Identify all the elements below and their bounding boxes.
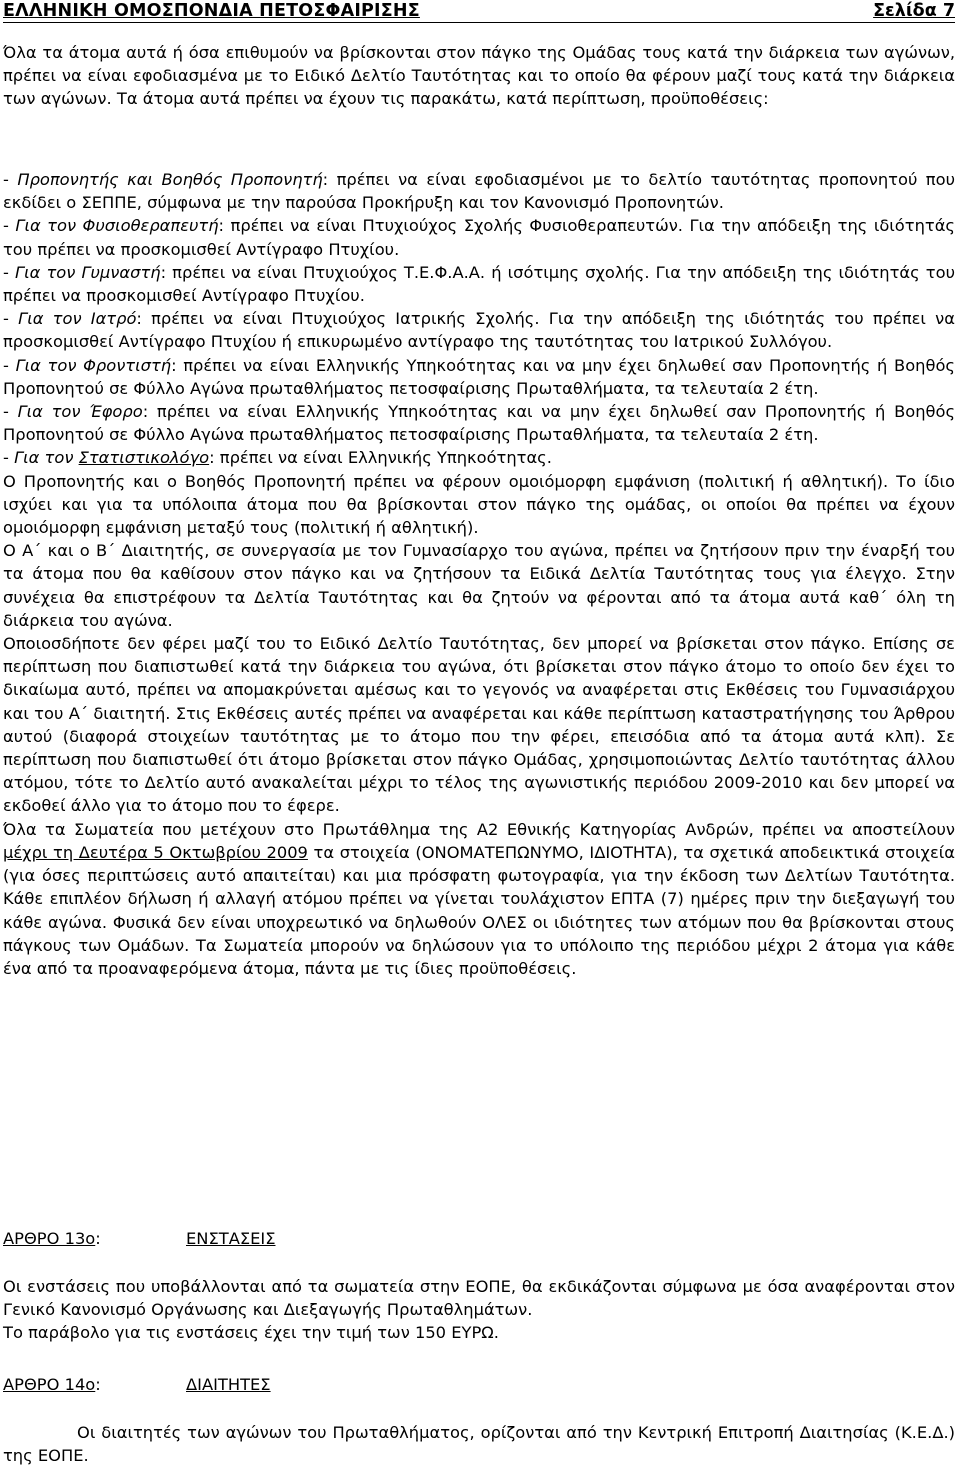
referee-check-paragraph: Ο Α΄ και ο Β΄ Διαιτητής, σε συνεργασία με τον Γυμνασίαρχο του αγώνα, πρέπει να ζητήσουν πριν την έναρξή του τα άτομα που θα καθίσουν στον πάγκο και να ζητήσουν τα Ειδικά Δελτία Ταυτότητας τους για έλεγχο. Στην συνέχεια θα επιστρέφουν τα Δελτία Ταυτότητας και θα ζητούν να φέρονται από τα άτομα αυτά καθ΄ όλη τη διάρκεια του αγώνα. <box>3 541 955 630</box>
article-number: ΑΡΘΡΟ 14ο: <box>3 1375 101 1394</box>
role-name: Προπονητής και Βοηθός Προπονητή <box>17 170 323 189</box>
role-trainer: - Για τον Γυμναστή: πρέπει να είναι Πτυχιούχος Τ.Ε.Φ.Α.Α. ή ισότιμης σχολής. Για την απόδειξη της ιδιότητάς του πρέπει να προσκομισθεί Αντίγραφο Πτυχίου. <box>3 262 955 306</box>
article-title: ΔΙΑΙΤΗΤΕΣ <box>186 1375 271 1394</box>
role-statistician: - Για τον Στατιστικολόγο: πρέπει να είναι Ελληνικής Υπηκοότητας. <box>3 448 552 468</box>
page-header <box>3 0 955 23</box>
article-title: ΕΝΣΤΑΣΕΙΣ <box>186 1229 276 1248</box>
role-doctor: - Για τον Ιατρό: πρέπει να είναι Πτυχιούχος Ιατρικής Σχολής. Για την απόδειξη της ιδιότητάς του πρέπει να προσκομισθεί Αντίγραφο Πτυχίου ή επικυρωμένο αντίγραφο της ταυτότητας του Ιατρικού Συλλόγου. <box>3 309 955 352</box>
role-name: Για τον <box>14 448 79 468</box>
page-number: Σελίδα 7 <box>873 1 955 21</box>
article-13-body <box>3 1275 955 1345</box>
role-name: Για τον Έφορο <box>17 402 143 422</box>
deadline-date: μέχρι τη Δευτέρα 5 Οκτωβρίου 2009 <box>3 842 308 862</box>
role-name: Για τον Ιατρό <box>18 309 137 329</box>
organization-title: ΕΛΛΗΝΙΚΗ ΟΜΟΣΠΟΝΔΙΑ ΠΕΤΟΣΦΑΙΡΙΣΗΣ <box>3 1 420 21</box>
uniform-paragraph: Ο Προπονητής και ο Βοηθός Προπονητή πρέπει να φέρουν ομοιόμορφη εμφάνιση (πολιτική ή αθλητική). Το ίδιο ισχύει και για τα υπόλοιπα άτομα που θα βρίσκονται στον πάγκο της ομάδας, οι οποίοι θα πρέπει να έχουν ομοιόμορφη εμφάνιση μεταξύ τους (πολιτική ή αθλητική). <box>3 471 955 538</box>
role-name: Για τον Γυμναστή <box>15 262 161 282</box>
role-ephor: - Για τον Έφορο: πρέπει να είναι Ελληνικής Υπηκοότητας και να μην έχει δηλωθεί σαν Προπονητής ή Βοηθός Προπονητού σε Φύλλο Αγώνα πρωταθλήματος πετοσφαίρισης Πρωταθλήματα, τα τελευταία 2 έτη. <box>3 402 956 445</box>
article-number: ΑΡΘΡΟ 13ο: <box>3 1229 101 1248</box>
missing-id-paragraph: Οποιοσδήποτε δεν φέρει μαζί του το Ειδικό Δελτίο Ταυτότητας, δεν μπορεί να βρίσκεται στον πάγκο. Επίσης σε περίπτωση που διαπιστωθεί κατά την διάρκεια του αγώνα, ότι βρίσκεται στον πάγκο άτομο το οποίο δεν έχει το δικαίωμα αυτό, πρέπει να απομακρύνεται αμέσως και το γεγονός να αναφέρεται στις Εκθέσεις του Γυμνασιάρχου και του Α΄ διαιτητή. Στις Εκθέσεις αυτές πρέπει να αναφέρεται και κάθε περίπτωση καταστρατήγησης του Άρθρου αυτού (διαφορά στοιχείων ταυτότητας με το άτομο που την φέρει, επεισόδια από τα άτομα αυτά κλπ). Σε περίπτωση που διαπιστωθεί ότι άτομο βρίσκεται στον πάγκο Ομάδας, χρησιμοποιώντας Δελτίο ταυτότητας άλλου ατόμου, τότε το Δελτίο αυτό ανακαλείται μέχρι το τέλος της αγωνιστικής περιόδου 2009-2010 και δεν μπορεί να εκδοθεί άλλο για το άτομο που το έφερε. <box>3 634 955 816</box>
article-14-text: Οι διαιτητές των αγώνων του Πρωταθλήματος, ορίζονται από την Κεντρική Επιτροπή Διαιτησίας (Κ.Ε.Δ.) της ΕΟΠΕ. <box>3 1423 955 1466</box>
article-13-heading <box>3 1227 955 1251</box>
intro-section <box>3 41 955 111</box>
article-13-fee: Το παράβολο για τις ενστάσεις έχει την τιμή των 150 ΕΥΡΩ. <box>3 1323 499 1343</box>
article-14-body <box>3 1421 955 1467</box>
role-name: Για τον Φυσιοθεραπευτή <box>15 216 219 236</box>
role-coach: - Προπονητής και Βοηθός Προπονητή: πρέπει να είναι εφοδιασμένοι με το δελτίο ταυτότητας προπονητού που εκδίδει ο ΣΕΠΠΕ, σύμφωνα με την παρούσα Προκήρυξη και τον Κανονισμό Προπονητών. <box>3 170 955 213</box>
role-name-underlined: Στατιστικολόγο <box>78 448 210 468</box>
article-14-heading <box>3 1373 955 1397</box>
role-caretaker: - Για τον Φροντιστή: πρέπει να είναι Ελληνικής Υπηκοότητας και να μην έχει δηλωθεί σαν Προπονητής ή Βοηθός Προπονητού σε Φύλλο Αγώνα πρωταθλήματος πετοσφαίρισης Πρωταθλήματα, τα τελευταία 2 έτη. <box>3 355 955 398</box>
role-physio: - Για τον Φυσιοθεραπευτή: πρέπει να είναι Πτυχιούχος Σχολής Φυσιοθεραπευτών. Για την απόδειξη της ιδιότητάς του πρέπει να προσκομισθεί Αντίγραφο Πτυχίου. <box>3 216 955 259</box>
roles-section <box>3 168 955 980</box>
article-13-text: Οι ενστάσεις που υποβάλλονται από τα σωματεία στην ΕΟΠΕ, θα εκδικάζονται σύμφωνα με όσα αναφέρονται στον Γενικό Κανονισμό Οργάνωσης και Διεξαγωγής Πρωταθλημάτων. <box>3 1277 955 1320</box>
deadline-paragraph: Όλα τα Σωματεία που μετέχουν στο Πρωτάθλημα της Α2 Εθνικής Κατηγορίας Ανδρών, πρέπει να αποστείλουν μέχρι τη Δευτέρα 5 Οκτωβρίου 2009 τα στοιχεία (ΟΝΟΜΑΤΕΠΩΝΥΜΟ, ΙΔΙΟΤΗΤΑ), τα σχετικά αποδεικτικά στοιχεία (για όσες περιπτώσεις αυτό απαιτείται) και μια πρόσφατη φωτογραφία, για την έκδοση των Δελτίων Ταυτότητα. Κάθε επιπλέον δήλωση ή αλλαγή ατόμου πρέπει να γίνεται τουλάχιστον ΕΠΤΑ (7) ημέρες πριν την διεξαγωγή του κάθε αγώνα. Φυσικά δεν είναι υποχρεωτικό να δηλωθούν ΟΛΕΣ οι ιδιότητες των ατόμων που θα βρίσκονται στους πάγκους των Ομάδων. Τα Σωματεία μπορούν να δηλώσουν για το υπόλοιπο της περιόδου μέχρι 2 άτομα για κάθε ένα από τα προαναφερόμενα άτομα, πάντα με τις ίδιες προϋποθέσεις. <box>3 819 955 978</box>
intro-paragraph: Όλα τα άτομα αυτά ή όσα επιθυμούν να βρίσκονται στον πάγκο της Ομάδας τους κατά την διάρκεια των αγώνων, πρέπει να είναι εφοδιασμένα με το Ειδικό Δελτίο Ταυτότητας και το οποίο θα φέρουν μαζί τους κατά την διάρκεια των αγώνων. Τα άτομα αυτά πρέπει να έχουν τις παρακάτω, κατά περίπτωση, προϋποθέσεις: <box>3 43 955 109</box>
role-name: Για τον Φροντιστή <box>15 355 172 375</box>
